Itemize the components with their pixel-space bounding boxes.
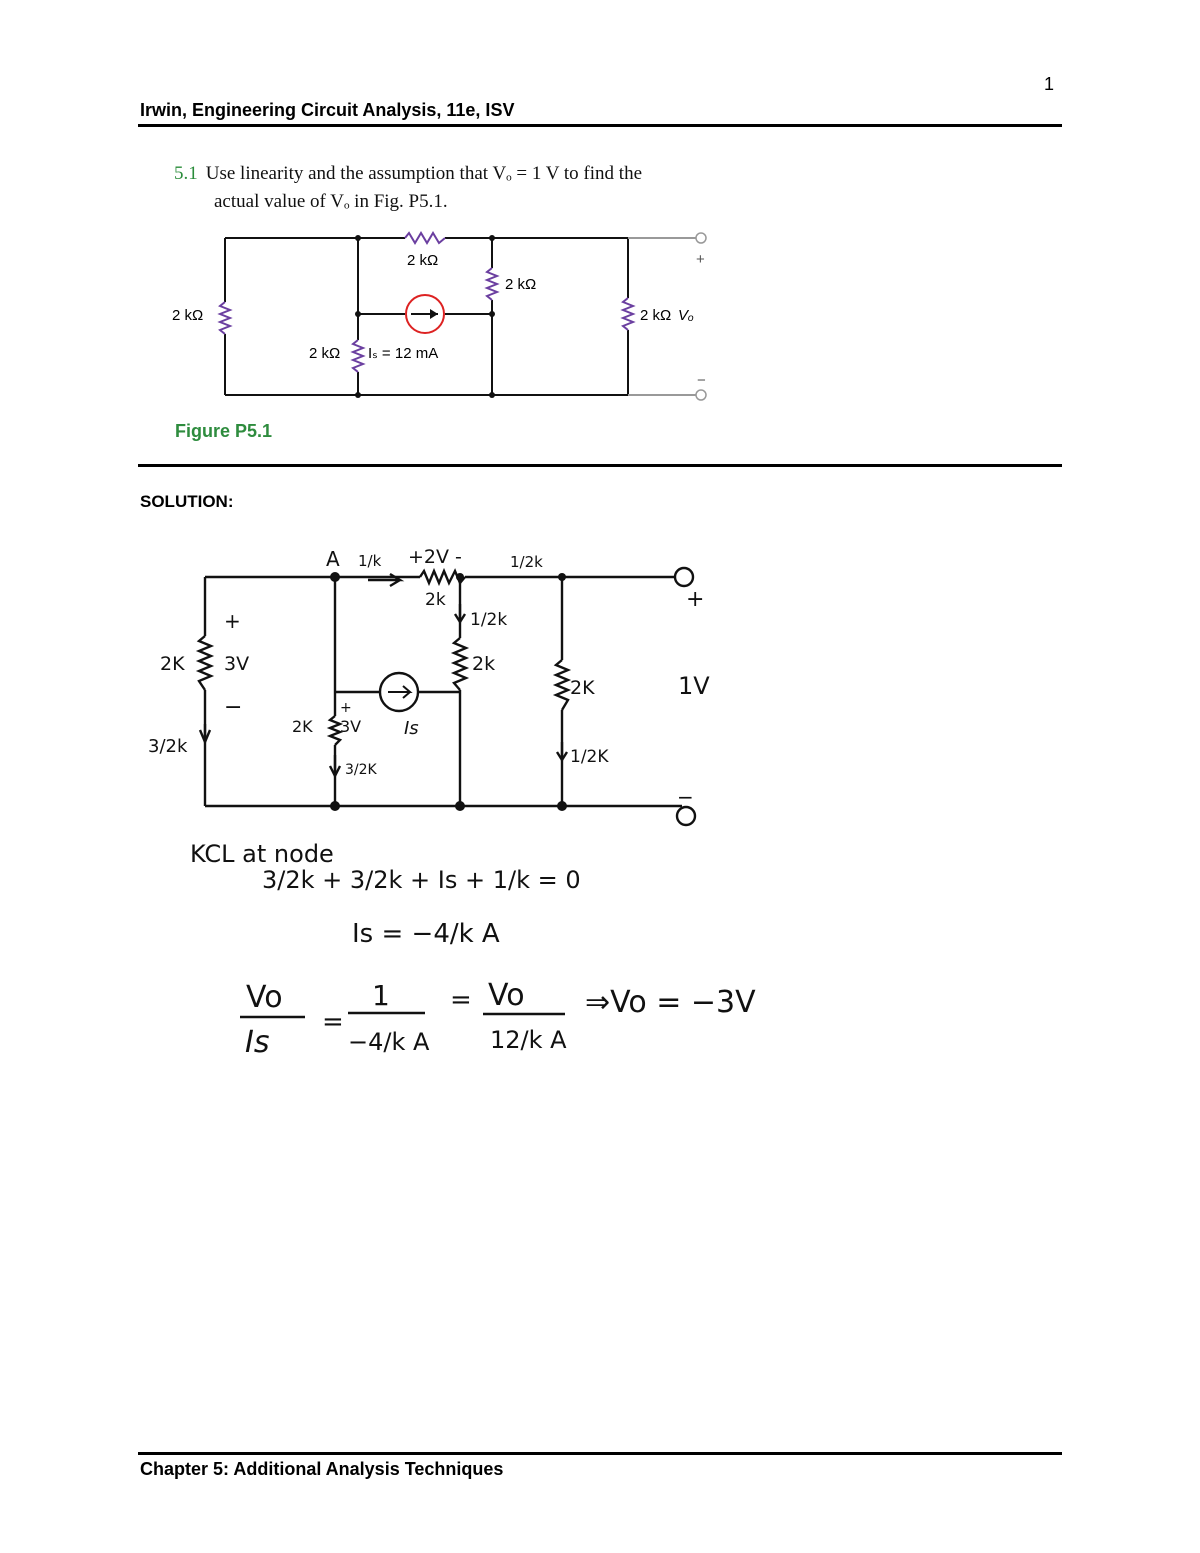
vout-label: 1V: [678, 672, 710, 700]
v-left-label: 3V: [224, 653, 250, 675]
circuit-figure: [0, 0, 1200, 420]
v-inner-label: 3V: [340, 717, 362, 736]
i-right-top-label: 1/2k: [510, 553, 543, 571]
figure-caption: Figure P5.1: [175, 421, 273, 441]
minus-sign: −: [697, 372, 706, 389]
kcl-equation: 3/2k + 3/2k + Is + 1/k = 0: [262, 866, 581, 894]
v-top-label: +2V -: [408, 546, 462, 568]
i-left-label: 3/2k: [148, 736, 188, 757]
problem-text-line-1: Use linearity and the assumption that Vₒ = 1 V to find the: [205, 163, 642, 184]
r-left-label: 2 kΩ: [172, 307, 204, 324]
linearity-equation: [240, 978, 756, 1060]
footer-chapter-title: Chapter 5: Additional Analysis Techniques: [140, 1459, 504, 1479]
output-terminal-positive: [696, 233, 706, 243]
r-mid-hand-label: 2k: [472, 653, 496, 675]
left-plus-sign: +: [224, 609, 241, 633]
vout-plus-sign: +: [686, 587, 705, 612]
circuit-wires: [220, 233, 696, 395]
i-right-label: 1/2K: [570, 747, 609, 767]
is-result: Is = −4/k A: [352, 919, 500, 949]
problem-text-line-2: actual value of Vₒ in Fig. P5.1.: [214, 191, 448, 212]
node-a-label: A: [326, 547, 340, 571]
r-right-hand-label: 2K: [570, 677, 595, 699]
output-terminal-negative: [696, 390, 706, 400]
vo-label: Vₒ: [678, 307, 694, 324]
kcl-label: KCL at node: [190, 840, 334, 868]
problem-rule: [138, 464, 1062, 467]
svg-text:=: =: [450, 985, 472, 1015]
footer-rule: [138, 1452, 1062, 1455]
vo-result: ⇒Vo = −3V: [585, 985, 756, 1020]
r-top-hand-label: 2k: [425, 590, 446, 610]
inner-plus-sign: +: [340, 700, 352, 716]
frac1-denominator: Is: [245, 1025, 270, 1060]
solution-output-terminal-positive: [675, 568, 693, 586]
i-inner-label: 3/2K: [345, 762, 377, 778]
frac1-numerator: Vo: [246, 980, 283, 1015]
r-mid-label: 2 kΩ: [505, 276, 537, 293]
r-out-label: 2 kΩ: [640, 307, 672, 324]
i-top-label: 1/k: [358, 552, 382, 570]
solution-label: SOLUTION:: [140, 492, 234, 511]
solution-output-terminal-negative: [677, 807, 695, 825]
vout-minus-sign: −: [677, 785, 694, 809]
i-mid-label: 1/2k: [470, 610, 508, 630]
frac2-denominator: −4/k A: [348, 1028, 430, 1056]
source-label: Iₛ = 12 mA: [368, 345, 439, 362]
plus-sign: +: [696, 251, 705, 268]
r-top-label: 2 kΩ: [407, 252, 439, 269]
frac2-numerator: 1: [372, 979, 390, 1012]
problem-number: 5.1: [174, 163, 198, 184]
page-number: 1: [1044, 74, 1055, 94]
handwritten-solution: [0, 520, 1200, 1120]
frac3-denominator: 12/k A: [490, 1026, 567, 1054]
r-inner-hand-label: 2K: [292, 717, 313, 736]
r-inner-label: 2 kΩ: [309, 345, 341, 362]
left-minus-sign: −: [224, 695, 243, 720]
frac3-numerator: Vo: [488, 978, 525, 1013]
document-header-title: Irwin, Engineering Circuit Analysis, 11e, ISV: [140, 100, 515, 120]
svg-text:=: =: [322, 1007, 344, 1037]
is-source-label: Is: [404, 718, 419, 739]
r-left-hand-label: 2K: [160, 653, 185, 675]
